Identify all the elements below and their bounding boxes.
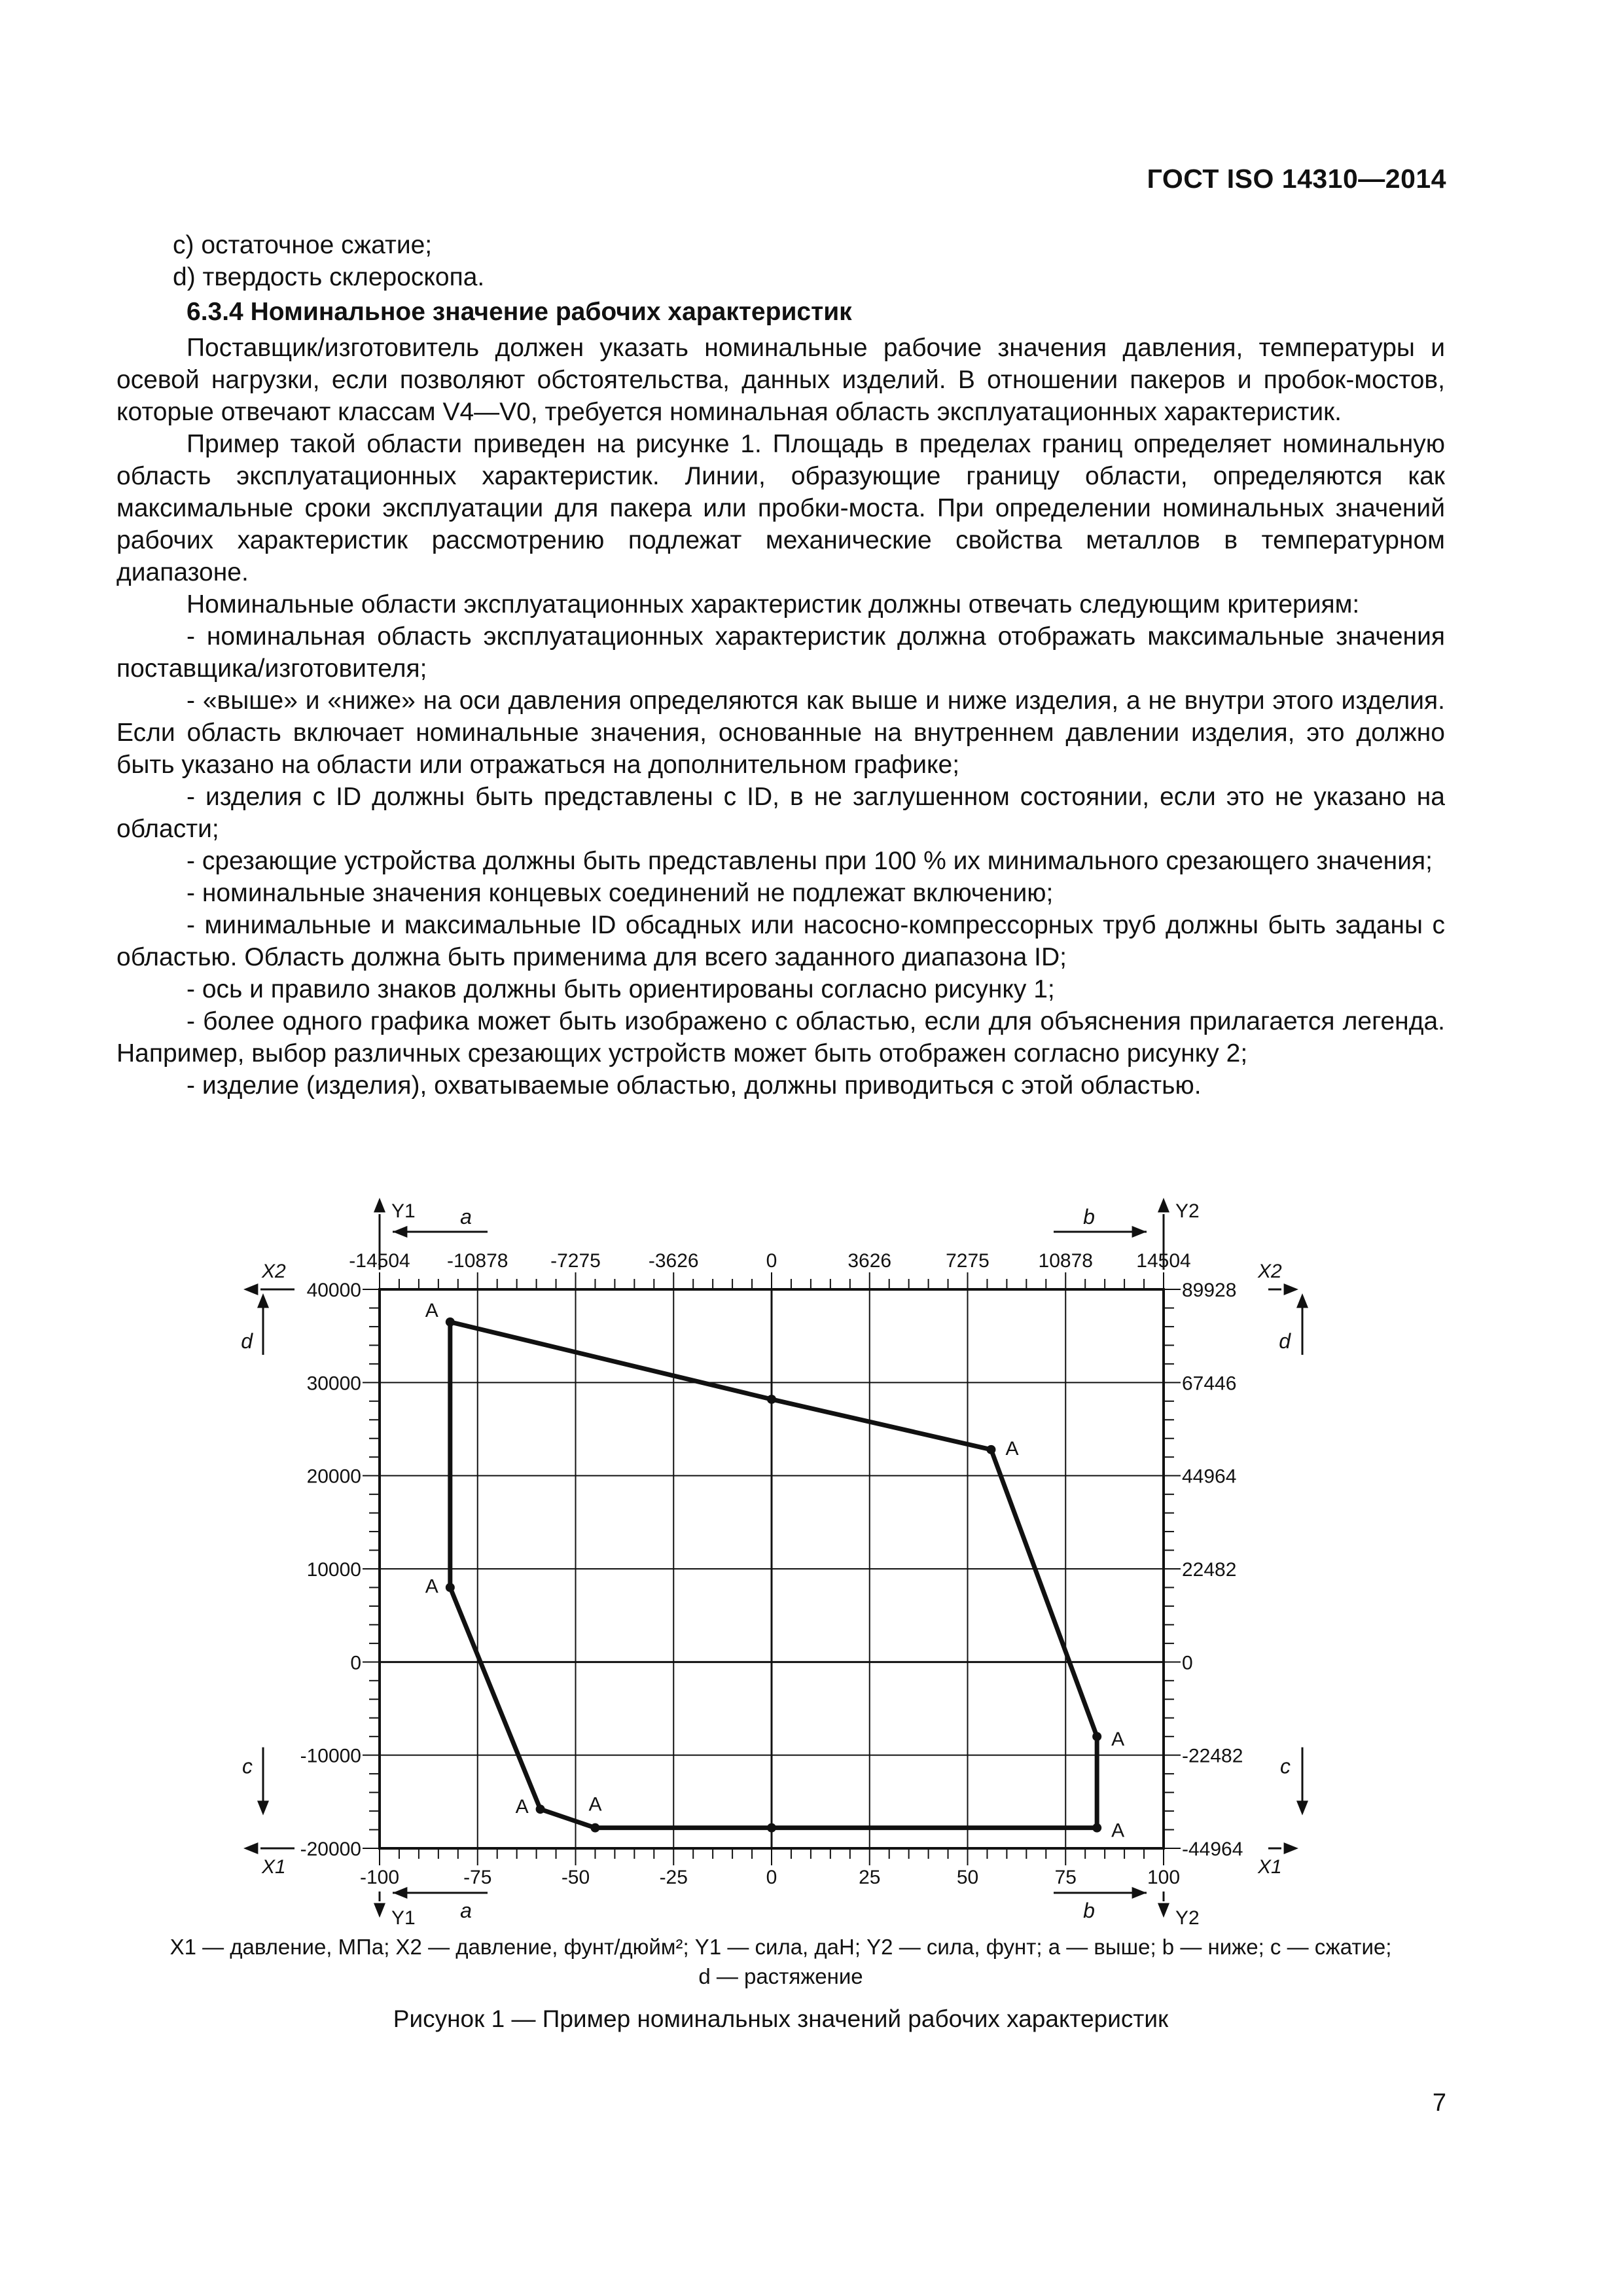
- dir-b-top-label: b: [1083, 1205, 1095, 1229]
- y1-tick-label: 20000: [306, 1465, 361, 1488]
- y2-tick-label: 89928: [1182, 1280, 1237, 1301]
- x2-tick-label: 3626: [847, 1250, 892, 1272]
- vertex-label-a: A: [588, 1793, 602, 1816]
- dir-a-top-arrow: [393, 1226, 407, 1238]
- x1-axis-name-left: X1: [262, 1856, 286, 1878]
- dir-a-top-label: a: [460, 1205, 472, 1229]
- operating-envelope-chart: [0, 1178, 1623, 1937]
- paragraph: Пример такой области приведен на рисунке 1. Площадь в пределах границ определяет номинальную область эксплуатационных характеристик. Линии, образующие границу области, определяются как максимальные сроки эксплуатации для пакера или пробки-моста. При определении номинальных значений рабочих характеристик рассмотрению подлежат механические свойства металлов в температурном диапазоне.: [116, 430, 1445, 586]
- x1-tick-label: 75: [1054, 1867, 1077, 1888]
- envelope-vertex: [446, 1318, 455, 1327]
- y1-tick-label: 0: [350, 1652, 361, 1674]
- y1-tick-label: -10000: [300, 1745, 361, 1767]
- y1-axis-name-bottom: Y1: [391, 1907, 416, 1929]
- figure-legend: [116, 1932, 1445, 1991]
- dir-a-bottom-arrow: [393, 1887, 407, 1899]
- envelope-vertex: [1092, 1823, 1101, 1833]
- envelope-vertex: [446, 1583, 455, 1592]
- y1-tick-label: -20000: [300, 1839, 361, 1860]
- vertex-label-a: A: [515, 1796, 529, 1818]
- y1-tick-label: 40000: [306, 1280, 361, 1301]
- criterion-item: - номинальные значения концевых соединений не подлежат включению;: [187, 879, 1054, 907]
- criterion-item: - минимальные и максимальные ID обсадных или насосно-компрессорных труб должны быть заданы с областью. Область должна быть применима для всего заданного диапазона ID;: [116, 911, 1445, 971]
- legend-line-1: X1 — давление, МПа; X2 — давление, фунт/дюйм²; Y1 — сила, даН; Y2 — сила, фунт; a — выше; b — ниже; c — сжатие;: [169, 1935, 1392, 1959]
- x1-axis-name-right: X1: [1258, 1856, 1282, 1878]
- envelope-vertex: [767, 1395, 776, 1404]
- dir-b-bottom-arrow: [1132, 1887, 1147, 1899]
- x2-tick-label: 14504: [1136, 1250, 1191, 1272]
- y2-tick-label: -44964: [1182, 1839, 1243, 1860]
- y1-up-arrow: [374, 1198, 385, 1212]
- vertex-label-a: A: [1111, 1820, 1125, 1842]
- y2-tick-label: 22482: [1182, 1559, 1237, 1581]
- dir-c-right-arrow: [1296, 1801, 1308, 1815]
- y2-tick-label: -22482: [1182, 1745, 1243, 1767]
- dir-d-right-arrow: [1296, 1293, 1308, 1308]
- document-code: ГОСТ ISO 14310—2014: [1147, 164, 1446, 194]
- criterion-item: - срезающие устройства должны быть представлены при 100 % их минимального срезающего значения;: [187, 847, 1433, 875]
- x1-tick-label: 0: [766, 1867, 777, 1888]
- dir-b-bottom-label: b: [1083, 1899, 1095, 1922]
- y2-axis-name-top: Y2: [1175, 1200, 1200, 1222]
- criterion-item: - изделия с ID должны быть представлены с ID, в не заглушенном состоянии, если это не указано на области;: [116, 783, 1445, 843]
- criterion-item: - «выше» и «ниже» на оси давления определяются как выше и ниже изделия, а не внутри этого изделия. Если область включает номинальные значения, основанные на внутреннем давлении изделия, это должно быть указано на области или отражаться на дополнительном графике;: [116, 687, 1445, 779]
- dir-c-left-label: c: [242, 1754, 253, 1778]
- x2-tick-label: -14504: [349, 1250, 410, 1272]
- vertex-label-a: A: [425, 1299, 438, 1321]
- x2-tick-label: 0: [766, 1250, 777, 1272]
- envelope-vertex: [1092, 1732, 1101, 1741]
- figure-caption: Рисунок 1 — Пример номинальных значений рабочих характеристик: [393, 2005, 1169, 2032]
- y2-tick-label: 44964: [1182, 1465, 1237, 1488]
- x1-tick-label: -50: [561, 1867, 590, 1888]
- criterion-item: - изделие (изделия), охватываемые областью, должны приводиться с этой областью.: [187, 1071, 1202, 1100]
- x1-tick-label: 50: [956, 1867, 979, 1888]
- paragraph: Номинальные области эксплуатационных характеристик должны отвечать следующим критериям:: [187, 590, 1360, 619]
- y2-tick-label: 0: [1182, 1652, 1193, 1674]
- x1-right-arrow: [1284, 1842, 1298, 1854]
- x2-tick-label: -7275: [550, 1250, 601, 1272]
- list-item-c: c) остаточное сжатие;: [173, 231, 433, 259]
- section-heading: 6.3.4 Номинальное значение рабочих характеристик: [187, 298, 852, 326]
- dir-b-top-arrow: [1132, 1226, 1147, 1238]
- x2-tick-label: -3626: [648, 1250, 699, 1272]
- dir-d-left-label: d: [241, 1329, 253, 1353]
- x2-tick-label: 10878: [1038, 1250, 1093, 1272]
- vertex-label-a: A: [1111, 1729, 1125, 1751]
- dir-d-right-label: d: [1279, 1329, 1291, 1353]
- envelope-vertex: [590, 1823, 599, 1833]
- envelope-vertex: [536, 1804, 545, 1814]
- y2-tick-label: 67446: [1182, 1372, 1237, 1395]
- figure-1: [0, 1178, 1623, 1937]
- envelope-vertex: [767, 1823, 776, 1833]
- criterion-item: - ось и правило знаков должны быть ориентированы согласно рисунку 1;: [187, 975, 1055, 1003]
- x2-axis-name-right: X2: [1258, 1261, 1282, 1282]
- x2-tick-label: 7275: [946, 1250, 990, 1272]
- paragraph: Поставщик/изготовитель должен указать номинальные рабочие значения давления, температуры и осевой нагрузки, если позволяют обстоятельства, данных изделий. В отношении пакеров и пробок-мостов, которые отвечают классам V4—V0, требуется номинальная область эксплуатационных характеристик.: [116, 334, 1445, 426]
- y2-down-arrow: [1158, 1903, 1169, 1918]
- dir-d-left-arrow: [257, 1293, 269, 1308]
- y1-tick-label: 10000: [306, 1559, 361, 1581]
- legend-line-2: d — растяжение: [698, 1964, 863, 1988]
- body-text: [116, 229, 1445, 1102]
- x1-tick-label: -75: [463, 1867, 492, 1888]
- list-item-d: d) твердость склероскопа.: [173, 263, 485, 291]
- x2-left-arrow: [243, 1283, 258, 1295]
- x1-tick-label: 100: [1147, 1867, 1181, 1888]
- x1-tick-label: -25: [659, 1867, 688, 1888]
- vertex-label-a: A: [1005, 1437, 1019, 1460]
- dir-c-left-arrow: [257, 1801, 269, 1815]
- y2-axis-name-bottom: Y2: [1175, 1907, 1200, 1929]
- y1-axis-name-top: Y1: [391, 1200, 416, 1222]
- x2-axis-name-left: X2: [262, 1261, 286, 1282]
- vertex-label-a: A: [425, 1575, 438, 1598]
- y1-down-arrow: [374, 1903, 385, 1918]
- envelope-vertex: [986, 1445, 995, 1454]
- page-number: 7: [1432, 2089, 1446, 2117]
- criterion-item: - номинальная область эксплуатационных характеристик должна отображать максимальные значения поставщика/изготовителя;: [116, 622, 1445, 683]
- criterion-item: - более одного графика может быть изображено с областью, если для объяснения прилагается легенда. Например, выбор различных срезающих устройств может быть отображен согласно рисунку 2;: [116, 1007, 1445, 1067]
- y1-tick-label: 30000: [306, 1372, 361, 1395]
- x1-left-arrow: [243, 1842, 258, 1854]
- x1-tick-label: -100: [359, 1867, 400, 1888]
- x1-tick-label: 25: [859, 1867, 881, 1888]
- y2-up-arrow: [1158, 1198, 1169, 1212]
- x2-tick-label: -10878: [447, 1250, 508, 1272]
- x2-right-arrow: [1284, 1283, 1298, 1295]
- dir-c-right-label: c: [1280, 1754, 1291, 1778]
- dir-a-bottom-label: a: [460, 1899, 472, 1922]
